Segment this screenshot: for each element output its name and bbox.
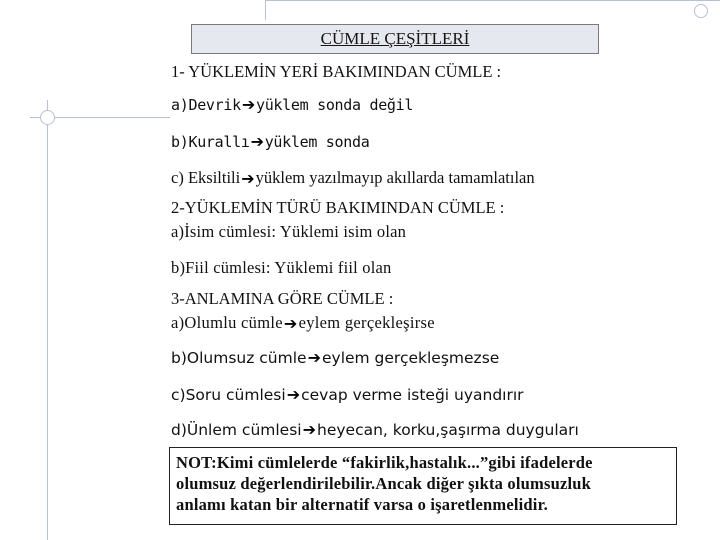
line-label: d)Ünlem cümlesi — [171, 420, 302, 439]
line-olumsuz-cumle — [171, 348, 499, 367]
decorative-circle — [40, 110, 55, 125]
line-label: c) Eksiltili — [171, 168, 241, 187]
arrow-right-icon: ➔ — [241, 95, 255, 114]
note-box — [169, 447, 677, 525]
decorative-vertical-line — [47, 100, 48, 540]
note-line-2: olumsuz değerlendirilebilir.Ancak diğer şıkta olumsuzluk — [176, 474, 592, 493]
heading-yuklemin-yeri — [171, 62, 501, 82]
heading-text: 1- YÜKLEMİN YERİ BAKIMINDAN CÜMLE : — [171, 62, 502, 81]
line-label: c)Soru cümlesi — [171, 385, 286, 404]
decorative-top-tick — [265, 0, 266, 20]
line-text: a)İsim cümlesi: Yüklemi isim olan — [171, 222, 407, 241]
line-description: yüklem sonda — [264, 132, 370, 151]
line-text: b)Fiil cümlesi: Yüklemi fiil olan — [171, 258, 392, 277]
decorative-circle-top-right — [694, 4, 708, 18]
line-description: heyecan, korku,şaşırma duyguları — [317, 420, 579, 439]
line-description: yüklem yazılmayıp akıllarda tamamlatılan — [255, 168, 535, 187]
heading-text: 2-YÜKLEMİN TÜRÜ BAKIMINDAN CÜMLE : — [171, 198, 505, 217]
line-description: cevap verme isteği uyandırır — [301, 385, 524, 404]
note-line-1: NOT:Kimi cümlelerde “fakirlik,hastalık...”gibi ifadelerde — [176, 453, 593, 472]
line-eksiltili — [171, 168, 535, 188]
line-olumlu-cumle — [171, 313, 435, 333]
line-unlem-cumlesi — [171, 420, 579, 439]
line-devrik — [171, 95, 413, 114]
note-line-3: anlamı katan bir alternatif varsa o işaretlenmelidir. — [176, 495, 548, 514]
line-kurallı — [171, 132, 369, 151]
arrow-right-icon: ➔ — [286, 385, 301, 404]
heading-yuklemin-turu — [171, 198, 504, 218]
arrow-right-icon: ➔ — [302, 420, 316, 439]
line-description: eylem gerçekleşirse — [298, 313, 435, 332]
arrow-right-icon: ➔ — [241, 168, 255, 188]
line-label: a)Olumlu cümle — [171, 313, 283, 332]
line-description: yüklem sonda değil — [255, 95, 414, 114]
heading-text: 3-ANLAMINA GÖRE CÜMLE : — [171, 289, 394, 308]
title-box — [191, 24, 599, 54]
line-isim-cumlesi — [171, 222, 406, 242]
line-label: a)Devrik — [171, 95, 241, 114]
arrow-right-icon: ➔ — [283, 313, 298, 333]
line-soru-cumlesi — [171, 385, 524, 404]
line-label: b)Kurallı — [171, 132, 250, 151]
line-fiil-cumlesi — [171, 258, 391, 278]
page-title: CÜMLE ÇEŞİTLERİ — [320, 29, 470, 48]
line-description: eylem gerçekleşmezse — [321, 348, 500, 367]
decorative-top-line — [265, 0, 720, 1]
line-label: b)Olumsuz cümle — [171, 348, 307, 367]
arrow-right-icon: ➔ — [250, 132, 264, 151]
arrow-right-icon: ➔ — [307, 348, 321, 367]
heading-anlamina-gore — [171, 289, 393, 309]
